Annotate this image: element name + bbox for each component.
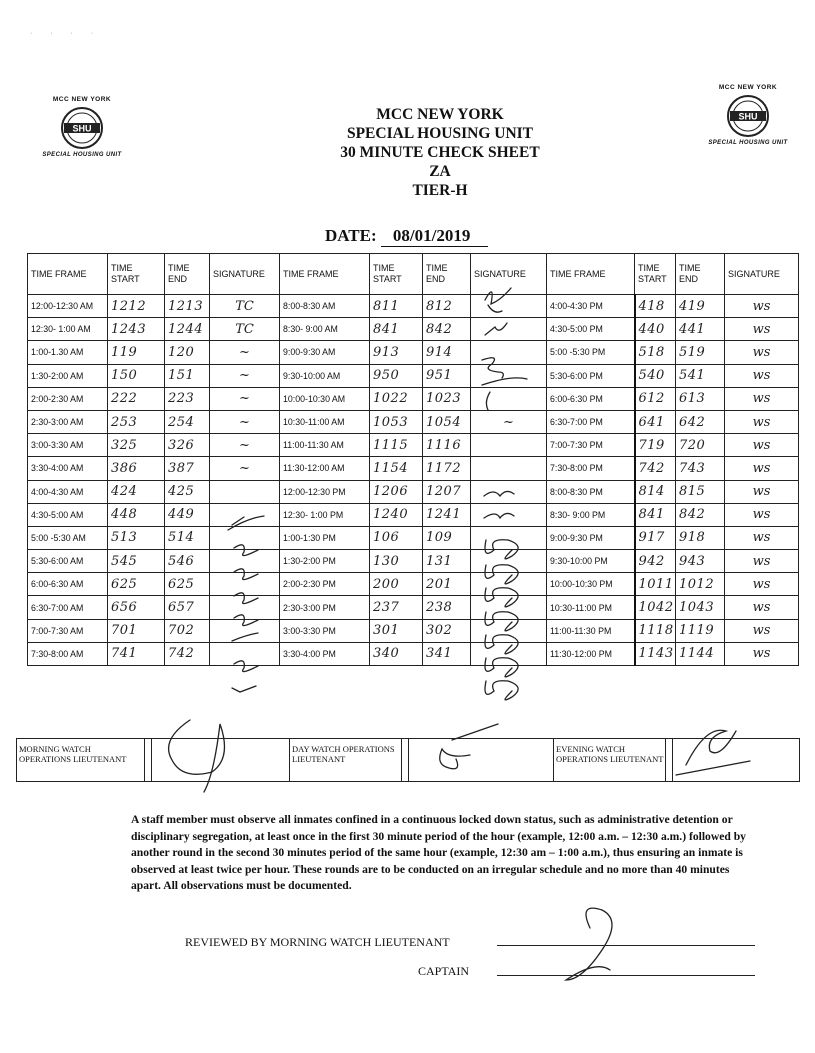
- signature-cell[interactable]: [210, 619, 280, 642]
- time-start-cell[interactable]: 200: [370, 573, 423, 596]
- captain-signature-line[interactable]: [497, 975, 755, 976]
- time-frame-cell: 9:00-9:30 AM: [280, 341, 370, 364]
- column-header: TIME FRAME: [547, 254, 635, 295]
- time-end-cell[interactable]: 131: [423, 550, 471, 573]
- time-frame-cell: 8:00-8:30 AM: [280, 295, 370, 318]
- signature-cell[interactable]: ws: [725, 550, 799, 573]
- time-start-cell[interactable]: 1143: [635, 642, 676, 665]
- signature-cell[interactable]: [471, 619, 547, 642]
- signature-cell[interactable]: TC: [210, 318, 280, 341]
- time-end-cell[interactable]: 914: [423, 341, 471, 364]
- time-frame-cell: 12:00-12:30 PM: [280, 480, 370, 503]
- time-end-cell[interactable]: 326: [165, 434, 210, 457]
- time-end-cell[interactable]: 425: [165, 480, 210, 503]
- signature-cell[interactable]: [471, 341, 547, 364]
- table-row: [28, 364, 799, 387]
- signature-cell[interactable]: [210, 550, 280, 573]
- column-header: SIGNATURE: [725, 254, 799, 295]
- signature-cell[interactable]: [471, 434, 547, 457]
- time-frame-cell: 6:00-6:30 AM: [28, 573, 108, 596]
- column-header: TIME START: [635, 254, 676, 295]
- time-start-cell[interactable]: 741: [108, 642, 165, 665]
- signature-cell[interactable]: ws: [725, 503, 799, 526]
- document-title: [260, 105, 620, 200]
- time-end-cell[interactable]: 1012: [676, 573, 725, 596]
- time-frame-cell: 4:00-4:30 PM: [547, 295, 635, 318]
- time-end-cell[interactable]: 1116: [423, 434, 471, 457]
- shu-logo-left: [22, 96, 142, 158]
- time-end-cell[interactable]: 1213: [165, 295, 210, 318]
- time-frame-cell: 4:00-4:30 AM: [28, 480, 108, 503]
- time-start-cell[interactable]: 1022: [370, 387, 423, 410]
- time-end-cell[interactable]: 943: [676, 550, 725, 573]
- table-body: [28, 295, 799, 666]
- time-frame-cell: 8:00-8:30 PM: [547, 480, 635, 503]
- time-start-cell[interactable]: 440: [635, 318, 676, 341]
- signature-cell[interactable]: TC: [210, 295, 280, 318]
- time-start-cell[interactable]: 1212: [108, 295, 165, 318]
- morning-signature-stroke: [232, 686, 256, 692]
- table-row: [28, 480, 799, 503]
- table-row: [28, 503, 799, 526]
- table-row: [28, 434, 799, 457]
- table-row: [28, 341, 799, 364]
- time-frame-cell: 11:30-12:00 AM: [280, 457, 370, 480]
- time-frame-cell: 5:00 -5:30 AM: [28, 526, 108, 549]
- time-frame-cell: 3:00-3:30 AM: [28, 434, 108, 457]
- time-start-cell[interactable]: 841: [370, 318, 423, 341]
- time-end-cell[interactable]: 743: [676, 457, 725, 480]
- time-start-cell[interactable]: 913: [370, 341, 423, 364]
- time-frame-cell: 3:00-3:30 PM: [280, 619, 370, 642]
- time-start-cell[interactable]: 418: [635, 295, 676, 318]
- shu-badge-icon: [726, 94, 770, 138]
- time-frame-cell: 9:30-10:00 PM: [547, 550, 635, 573]
- logo-badge-text: SHU: [72, 123, 92, 134]
- table-row: [28, 642, 799, 665]
- time-frame-cell: 5:30-6:00 PM: [547, 364, 635, 387]
- signature-cell[interactable]: [471, 642, 547, 665]
- time-frame-cell: 11:00-11:30 AM: [280, 434, 370, 457]
- signature-cell[interactable]: ~: [210, 387, 280, 410]
- time-start-cell[interactable]: 513: [108, 526, 165, 549]
- signature-cell[interactable]: [471, 503, 547, 526]
- reviewed-by-label: REVIEWED BY MORNING WATCH LIEUTENANT: [185, 935, 450, 949]
- time-start-cell[interactable]: 1206: [370, 480, 423, 503]
- time-end-cell[interactable]: 254: [165, 410, 210, 433]
- signature-cell[interactable]: [210, 480, 280, 503]
- time-end-cell[interactable]: 742: [165, 642, 210, 665]
- time-start-cell[interactable]: 301: [370, 619, 423, 642]
- signature-cell[interactable]: [471, 480, 547, 503]
- time-frame-cell: 8:30- 9:00 PM: [547, 503, 635, 526]
- time-end-cell[interactable]: 842: [676, 503, 725, 526]
- logo-bottom-text: SPECIAL HOUSING UNIT: [708, 140, 788, 146]
- signature-cell[interactable]: ws: [725, 295, 799, 318]
- table-row: [28, 619, 799, 642]
- time-frame-cell: 9:30-10:00 AM: [280, 364, 370, 387]
- time-end-cell[interactable]: 449: [165, 503, 210, 526]
- column-header: SIGNATURE: [210, 254, 280, 295]
- signature-cell[interactable]: ws: [725, 364, 799, 387]
- shu-logo-right: [688, 84, 808, 146]
- time-frame-cell: 4:30-5:00 PM: [547, 318, 635, 341]
- time-frame-cell: 12:00-12:30 AM: [28, 295, 108, 318]
- time-frame-cell: 1:00-1.30 AM: [28, 341, 108, 364]
- time-frame-cell: 7:30-8:00 AM: [28, 642, 108, 665]
- time-frame-cell: 10:00-10:30 AM: [280, 387, 370, 410]
- divider: [145, 739, 152, 781]
- time-end-cell[interactable]: 1023: [423, 387, 471, 410]
- time-frame-cell: 2:00-2:30 AM: [28, 387, 108, 410]
- time-start-cell[interactable]: 325: [108, 434, 165, 457]
- time-end-cell[interactable]: 387: [165, 457, 210, 480]
- signature-cell[interactable]: ws: [725, 596, 799, 619]
- time-start-cell[interactable]: 1243: [108, 318, 165, 341]
- time-frame-cell: 2:30-3:00 AM: [28, 410, 108, 433]
- time-start-cell[interactable]: 540: [635, 364, 676, 387]
- divider: [666, 739, 673, 781]
- date-value[interactable]: 08/01/2019: [381, 226, 488, 247]
- time-frame-cell: 11:30-12:00 PM: [547, 642, 635, 665]
- time-start-cell[interactable]: 386: [108, 457, 165, 480]
- time-start-cell[interactable]: 253: [108, 410, 165, 433]
- time-start-cell[interactable]: 518: [635, 341, 676, 364]
- time-frame-cell: 5:00 -5:30 PM: [547, 341, 635, 364]
- time-frame-cell: 8:30- 9:00 AM: [280, 318, 370, 341]
- time-frame-cell: 11:00-11:30 PM: [547, 619, 635, 642]
- time-end-cell[interactable]: 842: [423, 318, 471, 341]
- time-frame-cell: 7:00-7:30 AM: [28, 619, 108, 642]
- signature-cell[interactable]: [471, 457, 547, 480]
- logo-top-text: MCC NEW YORK: [52, 96, 112, 103]
- divider: [402, 739, 409, 781]
- time-start-cell[interactable]: 1042: [635, 596, 676, 619]
- signature-cell[interactable]: [210, 573, 280, 596]
- signature-cell[interactable]: ws: [725, 642, 799, 665]
- time-frame-cell: 10:00-10:30 PM: [547, 573, 635, 596]
- time-frame-cell: 12:30- 1:00 AM: [28, 318, 108, 341]
- time-end-cell[interactable]: 201: [423, 573, 471, 596]
- signature-cell[interactable]: ws: [725, 387, 799, 410]
- time-end-cell[interactable]: 702: [165, 619, 210, 642]
- signature-cell[interactable]: [471, 295, 547, 318]
- time-end-cell[interactable]: 812: [423, 295, 471, 318]
- column-header: TIME END: [165, 254, 210, 295]
- time-start-cell[interactable]: 701: [108, 619, 165, 642]
- time-end-cell[interactable]: 1043: [676, 596, 725, 619]
- time-end-cell[interactable]: 514: [165, 526, 210, 549]
- time-end-cell[interactable]: 546: [165, 550, 210, 573]
- time-start-cell[interactable]: 130: [370, 550, 423, 573]
- column-header: TIME FRAME: [28, 254, 108, 295]
- time-start-cell[interactable]: 942: [635, 550, 676, 573]
- time-end-cell[interactable]: 1172: [423, 457, 471, 480]
- time-frame-cell: 2:30-3:00 PM: [280, 596, 370, 619]
- time-frame-cell: 3:30-4:00 PM: [280, 642, 370, 665]
- date-row: [325, 226, 488, 247]
- title-line-1: MCC NEW YORK: [376, 106, 504, 123]
- title-line-2: SPECIAL HOUSING UNIT: [346, 125, 534, 142]
- time-start-cell[interactable]: 719: [635, 434, 676, 457]
- time-end-cell[interactable]: 419: [676, 295, 725, 318]
- signature-cell[interactable]: ws: [725, 480, 799, 503]
- signature-cell[interactable]: [471, 387, 547, 410]
- time-start-cell[interactable]: 340: [370, 642, 423, 665]
- time-end-cell[interactable]: 1244: [165, 318, 210, 341]
- signature-cell[interactable]: ~: [210, 341, 280, 364]
- time-end-cell[interactable]: 1054: [423, 410, 471, 433]
- policy-notice: A staff member must observe all inmates confined in a continuous locked down status, such as administrative detention or disciplinary segregation, at least once in the first 30 minute period of the hour (example, 12:00 a.m. – 12:30 a.m.) followed by another round in the second 30 minutes period of the same hour (example, 12:30 am – 1:00 a.m.), thus ensuring an inmate is observed at least twice per hour. These rounds are to be conducted on an irregular schedule and no more than 40 minutes apart. All observations must be documented.: [131, 813, 746, 892]
- reviewed-by-signature-line[interactable]: [497, 945, 755, 946]
- time-frame-cell: 4:30-5:00 AM: [28, 503, 108, 526]
- signature-cell[interactable]: ~: [210, 457, 280, 480]
- time-start-cell[interactable]: 1240: [370, 503, 423, 526]
- time-end-cell[interactable]: 1207: [423, 480, 471, 503]
- time-end-cell[interactable]: 441: [676, 318, 725, 341]
- logo-top-text: MCC NEW YORK: [718, 84, 778, 91]
- signature-cell[interactable]: [210, 526, 280, 549]
- column-header: TIME END: [676, 254, 725, 295]
- morning-watch-signature[interactable]: [152, 739, 290, 781]
- time-end-cell[interactable]: 302: [423, 619, 471, 642]
- signature-cell[interactable]: ws: [725, 410, 799, 433]
- time-frame-cell: 7:00-7:30 PM: [547, 434, 635, 457]
- signature-cell[interactable]: [210, 503, 280, 526]
- time-end-cell[interactable]: 1241: [423, 503, 471, 526]
- signature-cell[interactable]: [471, 364, 547, 387]
- signature-cell[interactable]: ws: [725, 619, 799, 642]
- margin-marks: · · · ·: [30, 30, 102, 37]
- column-header: TIME START: [108, 254, 165, 295]
- date-label: DATE:: [325, 226, 377, 245]
- signature-cell[interactable]: [210, 642, 280, 665]
- time-frame-cell: 6:30-7:00 AM: [28, 596, 108, 619]
- evening-watch-signature[interactable]: [673, 739, 799, 781]
- morning-watch-label: MORNING WATCH OPERATIONS LIEUTENANT: [17, 739, 145, 781]
- time-end-cell[interactable]: 815: [676, 480, 725, 503]
- time-end-cell[interactable]: 918: [676, 526, 725, 549]
- title-line-3: 30 MINUTE CHECK SHEET: [340, 144, 540, 161]
- time-start-cell[interactable]: 742: [635, 457, 676, 480]
- time-start-cell[interactable]: 656: [108, 596, 165, 619]
- table-header-row: [28, 254, 799, 295]
- time-end-cell[interactable]: 642: [676, 410, 725, 433]
- time-frame-cell: 9:00-9:30 PM: [547, 526, 635, 549]
- signature-cell[interactable]: ~: [210, 410, 280, 433]
- signature-cell[interactable]: [471, 573, 547, 596]
- logo-bottom-text: SPECIAL HOUSING UNIT: [42, 152, 122, 158]
- time-start-cell[interactable]: 1011: [635, 573, 676, 596]
- day-watch-signature[interactable]: [409, 739, 554, 781]
- time-frame-cell: 3:30-4:00 AM: [28, 457, 108, 480]
- column-header: TIME START: [370, 254, 423, 295]
- time-start-cell[interactable]: 545: [108, 550, 165, 573]
- table-row: [28, 410, 799, 433]
- time-end-cell[interactable]: 341: [423, 642, 471, 665]
- signature-cell[interactable]: [471, 318, 547, 341]
- time-start-cell[interactable]: 641: [635, 410, 676, 433]
- time-frame-cell: 12:30- 1:00 PM: [280, 503, 370, 526]
- evening-watch-label: EVENING WATCH OPERATIONS LIEUTENANT: [554, 739, 666, 781]
- column-header: TIME FRAME: [280, 254, 370, 295]
- day-signature-stroke: [485, 681, 518, 700]
- time-end-cell[interactable]: 951: [423, 364, 471, 387]
- watch-signature-box: [16, 738, 800, 782]
- time-frame-cell: 5:30-6:00 AM: [28, 550, 108, 573]
- time-end-cell[interactable]: 1119: [676, 619, 725, 642]
- signature-cell[interactable]: ~: [210, 364, 280, 387]
- time-start-cell[interactable]: 119: [108, 341, 165, 364]
- time-start-cell[interactable]: 222: [108, 387, 165, 410]
- time-end-cell[interactable]: 625: [165, 573, 210, 596]
- signature-cell[interactable]: ~: [471, 410, 547, 433]
- column-header: TIME END: [423, 254, 471, 295]
- time-start-cell[interactable]: 811: [370, 295, 423, 318]
- table-row: [28, 318, 799, 341]
- time-end-cell[interactable]: 519: [676, 341, 725, 364]
- check-table: [27, 253, 799, 666]
- time-start-cell[interactable]: 448: [108, 503, 165, 526]
- time-frame-cell: 2:00-2:30 PM: [280, 573, 370, 596]
- signature-cell[interactable]: ~: [210, 434, 280, 457]
- time-end-cell[interactable]: 657: [165, 596, 210, 619]
- time-end-cell[interactable]: 151: [165, 364, 210, 387]
- time-end-cell[interactable]: 613: [676, 387, 725, 410]
- signature-cell[interactable]: [471, 596, 547, 619]
- time-end-cell[interactable]: 541: [676, 364, 725, 387]
- signature-cell[interactable]: ws: [725, 457, 799, 480]
- time-end-cell[interactable]: 720: [676, 434, 725, 457]
- day-watch-label: DAY WATCH OPERATIONS LIEUTENANT: [290, 739, 402, 781]
- signature-cell[interactable]: ws: [725, 341, 799, 364]
- table-row: [28, 457, 799, 480]
- title-line-4: ZA: [429, 163, 451, 180]
- time-end-cell[interactable]: 109: [423, 526, 471, 549]
- time-start-cell[interactable]: 150: [108, 364, 165, 387]
- table-row: [28, 573, 799, 596]
- title-line-5: TIER-H: [412, 182, 468, 199]
- time-end-cell[interactable]: 238: [423, 596, 471, 619]
- signature-cell[interactable]: ws: [725, 573, 799, 596]
- signature-cell[interactable]: [471, 526, 547, 549]
- time-frame-cell: 6:30-7:00 PM: [547, 410, 635, 433]
- signature-cell[interactable]: ws: [725, 526, 799, 549]
- signature-cell[interactable]: [471, 550, 547, 573]
- signature-cell[interactable]: [210, 596, 280, 619]
- time-start-cell[interactable]: 814: [635, 480, 676, 503]
- table-row: [28, 526, 799, 549]
- signature-cell[interactable]: ws: [725, 318, 799, 341]
- time-start-cell[interactable]: 106: [370, 526, 423, 549]
- time-start-cell[interactable]: 950: [370, 364, 423, 387]
- time-start-cell[interactable]: 612: [635, 387, 676, 410]
- time-frame-cell: 1:00-1:30 PM: [280, 526, 370, 549]
- time-start-cell[interactable]: 424: [108, 480, 165, 503]
- signature-cell[interactable]: ws: [725, 434, 799, 457]
- time-start-cell[interactable]: 1154: [370, 457, 423, 480]
- time-frame-cell: 1:30-2:00 PM: [280, 550, 370, 573]
- time-frame-cell: 10:30-11:00 AM: [280, 410, 370, 433]
- time-start-cell[interactable]: 1053: [370, 410, 423, 433]
- column-header: SIGNATURE: [471, 254, 547, 295]
- logo-badge-text: SHU: [738, 111, 758, 122]
- time-frame-cell: 6:00-6:30 PM: [547, 387, 635, 410]
- time-start-cell[interactable]: 917: [635, 526, 676, 549]
- table-row: [28, 550, 799, 573]
- table-row: [28, 387, 799, 410]
- table-row: [28, 596, 799, 619]
- time-start-cell[interactable]: 237: [370, 596, 423, 619]
- time-frame-cell: 10:30-11:00 PM: [547, 596, 635, 619]
- time-start-cell[interactable]: 1115: [370, 434, 423, 457]
- time-frame-cell: 7:30-8:00 PM: [547, 457, 635, 480]
- captain-label: CAPTAIN: [418, 964, 470, 978]
- time-end-cell[interactable]: 1144: [676, 642, 725, 665]
- time-start-cell[interactable]: 1118: [635, 619, 676, 642]
- table-row: [28, 295, 799, 318]
- time-frame-cell: 1:30-2:00 AM: [28, 364, 108, 387]
- time-end-cell[interactable]: 120: [165, 341, 210, 364]
- time-start-cell[interactable]: 841: [635, 503, 676, 526]
- time-end-cell[interactable]: 223: [165, 387, 210, 410]
- shu-badge-icon: [60, 106, 104, 150]
- time-start-cell[interactable]: 625: [108, 573, 165, 596]
